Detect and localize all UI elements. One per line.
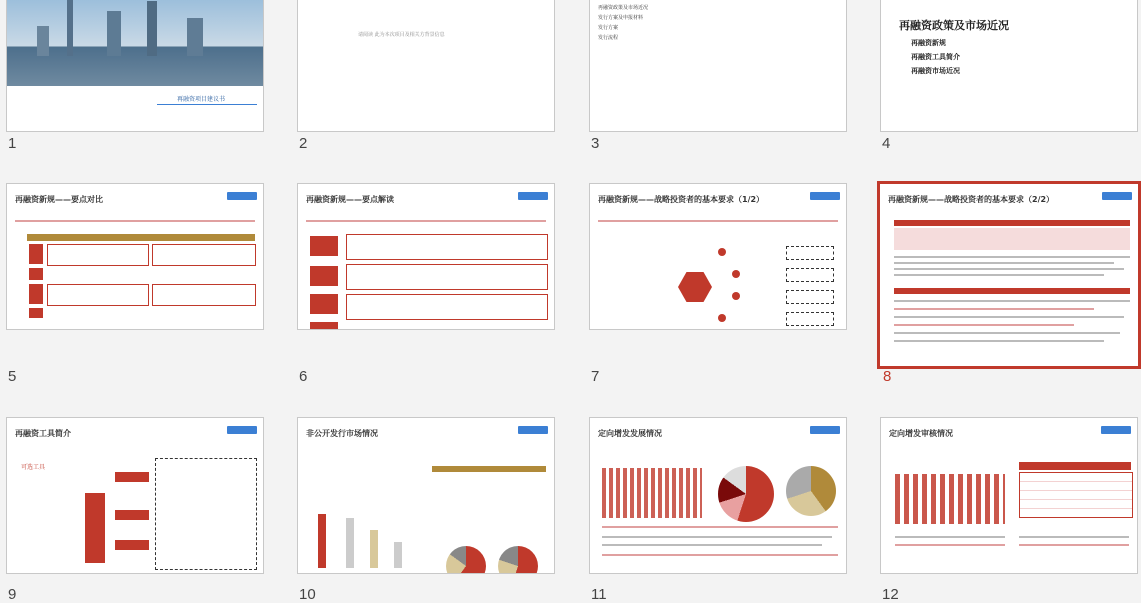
section-item: 再融资市场近况	[911, 67, 960, 75]
slide-title: 定向增发审核情况	[889, 429, 953, 438]
slide-title: 再融资新规——战略投资者的基本要求（2/2）	[888, 195, 1055, 204]
toc-item: 发行流程	[598, 35, 619, 41]
slide-title: 再融资新规——要点解读	[306, 195, 394, 204]
slide-number: 4	[882, 135, 891, 152]
slide-number: 8	[883, 368, 892, 385]
toc-item: 发行方案及申报材料	[598, 15, 644, 21]
logo	[518, 192, 548, 200]
slide-number: 9	[8, 586, 17, 603]
logo	[1101, 426, 1131, 434]
slide-title: 再融资新规——要点对比	[15, 195, 103, 204]
logo	[227, 192, 257, 200]
slide-number: 6	[299, 368, 308, 385]
slide-thumbnail-10[interactable]	[297, 417, 555, 574]
slide-number: 5	[8, 368, 17, 385]
row-tag	[29, 244, 43, 264]
center-label: 可选工具	[21, 464, 46, 471]
slide-thumbnail-5[interactable]	[6, 183, 264, 330]
slide-thumbnail-3[interactable]	[589, 0, 847, 132]
table-header	[27, 234, 255, 241]
slide-number: 12	[882, 586, 899, 603]
slide-thumbnail-12[interactable]	[880, 417, 1138, 574]
toc-item: 发行方案	[598, 25, 619, 31]
slide-thumbnail-1[interactable]	[6, 0, 264, 132]
section-item: 再融资新规	[911, 39, 946, 47]
toc-item: 再融资政策及市场近况	[598, 5, 649, 11]
slide-caption: 再融资项目建议书	[177, 96, 226, 103]
slide-title: 定向增发发展情况	[598, 429, 662, 438]
slide-number: 11	[591, 586, 607, 603]
point-tag	[310, 236, 338, 256]
slide-title: 非公开发行市场情况	[306, 429, 378, 438]
city-skyline-image	[7, 0, 263, 86]
slide-number: 7	[591, 368, 600, 385]
logo	[1102, 192, 1132, 200]
slide-thumbnail-6[interactable]	[297, 183, 555, 330]
logo	[810, 426, 840, 434]
slide-number: 1	[8, 135, 17, 152]
logo	[810, 192, 840, 200]
slide-thumbnail-11[interactable]	[589, 417, 847, 574]
slide-number: 10	[299, 586, 316, 603]
slide-number: 3	[591, 135, 600, 152]
logo	[227, 426, 257, 434]
slide-thumbnail-8-selected[interactable]	[877, 181, 1141, 369]
slide-thumbnail-7[interactable]	[589, 183, 847, 330]
slide-thumbnail-4[interactable]	[880, 0, 1138, 132]
slide-thumbnail-9[interactable]	[6, 417, 264, 574]
slide-title: 再融资工具简介	[15, 429, 71, 438]
slide-text: 请阅读 此为本次项目及相关方背景信息	[358, 32, 445, 38]
hexagon-diagram	[678, 272, 712, 302]
slide-title: 再融资新规——战略投资者的基本要求（1/2）	[598, 195, 765, 204]
slide-title: 再融资政策及市场近况	[899, 19, 1009, 32]
slide-number: 2	[299, 135, 308, 152]
slide-thumbnail-2[interactable]	[297, 0, 555, 132]
section-header-bar	[894, 288, 1130, 294]
section-header-bar	[894, 220, 1130, 226]
logo	[518, 426, 548, 434]
section-item: 再融资工具简介	[911, 53, 960, 61]
